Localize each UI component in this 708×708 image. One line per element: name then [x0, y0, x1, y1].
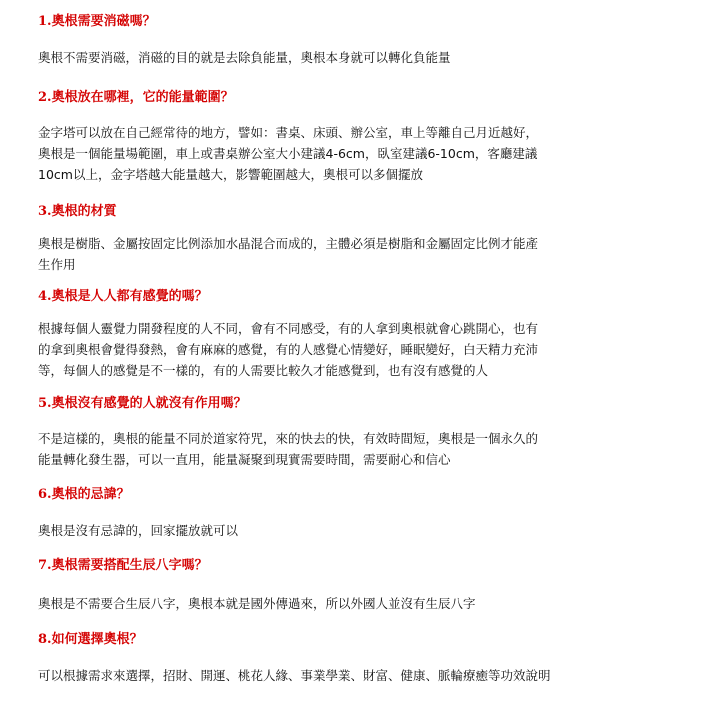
question-2: 2.奧根放在哪裡，它的能量範圍？ — [38, 90, 234, 105]
answer-4-line-3: 等，每個人的感覺是不一樣的，有的人需要比較久才能感覺到，也有沒有感覺的人 — [38, 363, 489, 378]
answer-7 — [38, 593, 678, 614]
question-3: 3.奧根的材質 — [38, 204, 117, 219]
answer-5-line-1: 不是這樣的，奧根的能量不同於道家符咒，來的快去的快，有效時間短，奧根是一個永久的 — [38, 431, 539, 446]
answer-4 — [38, 318, 678, 381]
answer-3 — [38, 233, 678, 275]
answer-7-line-1: 奧根是不需要合生辰八字，奧根本就是國外傳過來，所以外國人並沒有生辰八字 — [38, 596, 476, 611]
answer-3-line-1: 奧根是樹脂、金屬按固定比例添加水晶混合而成的，主體必須是樹脂和金屬固定比例才能產 — [38, 236, 539, 251]
answer-2-line-2: 奧根是一個能量場範圍，車上或書桌辦公室大小建議4-6cm，臥室建議6-10cm，客廳建議 — [38, 146, 538, 161]
answer-6 — [38, 520, 678, 541]
answer-3-line-2: 生作用 — [38, 257, 76, 272]
answer-6-line-1: 奧根是沒有忌諱的，回家擺放就可以 — [38, 523, 239, 538]
answer-2-line-3: 10cm以上，金字塔越大能量越大，影響範圍越大，奧根可以多個擺放 — [38, 167, 423, 182]
answer-1 — [38, 47, 678, 68]
answer-5-line-2: 能量轉化發生器，可以一直用，能量凝聚到現實需要時間，需要耐心和信心 — [38, 452, 451, 467]
question-4: 4.奧根是人人都有感覺的嗎？ — [38, 289, 208, 304]
answer-8-line-1: 可以根據需求來選擇，招財、開運、桃花人緣、事業學業、財富、健康、脈輪療癒等功效說明 — [38, 668, 551, 683]
question-1: 1.奧根需要消磁嗎？ — [38, 14, 156, 29]
question-8: 8.如何選擇奧根？ — [38, 632, 143, 647]
answer-8 — [38, 665, 678, 686]
question-7: 7.奧根需要搭配生辰八字嗎？ — [38, 558, 208, 573]
answer-1-line-1: 奧根不需要消磁，消磁的目的就是去除負能量，奧根本身就可以轉化負能量 — [38, 50, 451, 65]
question-6: 6.奧根的忌諱？ — [38, 487, 130, 502]
answer-4-line-2: 的拿到奧根會覺得發熱，會有麻麻的感覺，有的人感覺心情變好，睡眠變好，白天精力充沛 — [38, 342, 539, 357]
answer-5 — [38, 428, 678, 470]
answer-2-line-1: 金字塔可以放在自己經常待的地方，譬如：書桌、床頭、辦公室，車上等離自己月近越好， — [38, 125, 539, 140]
question-5: 5.奧根沒有感覺的人就沒有作用嗎？ — [38, 396, 247, 411]
answer-4-line-1: 根據每個人靈覺力開發程度的人不同，會有不同感受，有的人拿到奧根就會心跳開心，也有 — [38, 321, 539, 336]
answer-2 — [38, 122, 678, 185]
